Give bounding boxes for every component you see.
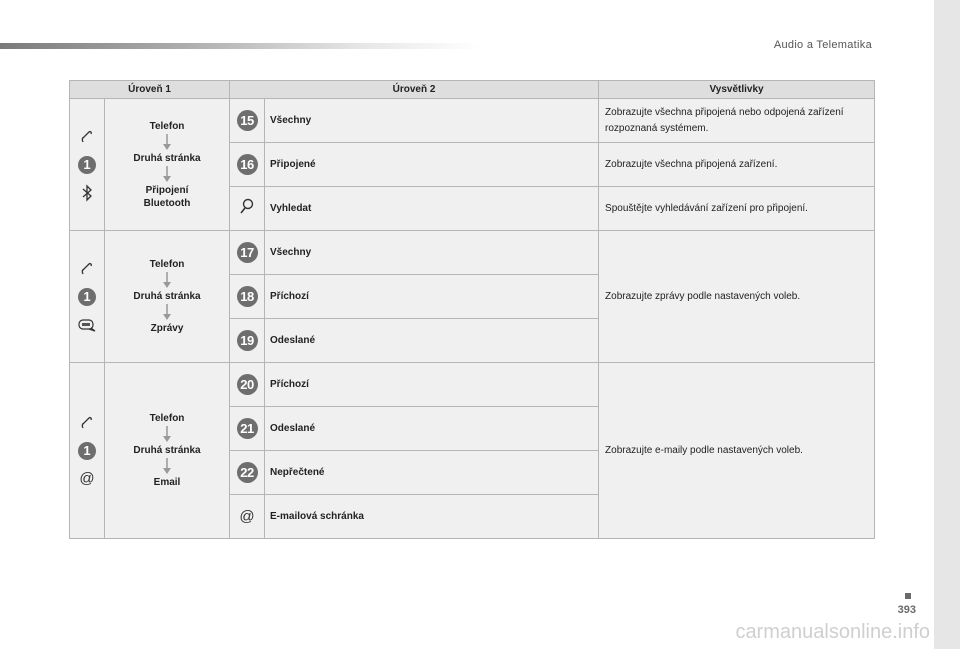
- level2-label: Nepřečtené: [265, 451, 599, 495]
- row-badge-cell: [230, 143, 265, 187]
- side-strip: [934, 0, 960, 649]
- menu-item-telefon: Telefon: [149, 413, 185, 424]
- arrow-down-icon: [162, 304, 172, 321]
- number-badge: 17: [237, 242, 258, 263]
- level1-icons-cell: [70, 363, 105, 539]
- page-number: 393: [897, 604, 916, 616]
- row-badge-cell: [230, 407, 265, 451]
- level2-label: E-mailová schránka: [265, 495, 599, 539]
- level2-label: Všechny: [265, 99, 599, 143]
- row-badge-cell: [230, 99, 265, 143]
- arrow-down-icon: [162, 166, 172, 183]
- menu-item-druha-stranka: Druhá stránka: [133, 291, 201, 302]
- table-row: [70, 231, 875, 275]
- page-marker: [905, 593, 911, 599]
- level2-label: Vyhledat: [265, 187, 599, 231]
- phone-icon: [74, 410, 100, 436]
- arrow-down-icon: [162, 458, 172, 475]
- level2-label: Příchozí: [265, 363, 599, 407]
- number-badge: 22: [237, 462, 258, 483]
- number-badge: 21: [237, 418, 258, 439]
- arrow-down-icon: [162, 134, 172, 151]
- level1-icons-cell: [70, 99, 105, 231]
- menu-item-email: Email: [153, 477, 181, 488]
- row-badge-cell: [230, 319, 265, 363]
- level2-label: Odeslané: [265, 407, 599, 451]
- row-badge-cell: [230, 363, 265, 407]
- menu-item-telefon: Telefon: [149, 259, 185, 270]
- header-explanations: Vysvětlivky: [599, 81, 875, 99]
- level1-badge: 1: [78, 156, 96, 174]
- arrow-down-icon: [162, 426, 172, 443]
- row-badge-cell: [230, 231, 265, 275]
- number-badge: 19: [237, 330, 258, 351]
- description: Spouštějte vyhledávání zařízení pro připojení.: [599, 187, 875, 231]
- header-level1: Úroveň 1: [70, 81, 230, 99]
- at-icon: [74, 466, 100, 492]
- level1-menu-cell: [105, 231, 230, 363]
- level2-label: Připojené: [265, 143, 599, 187]
- row-icon-cell: [230, 495, 265, 539]
- table-header-row: [70, 81, 875, 99]
- table-row: [70, 99, 875, 143]
- section-title: Audio a Telematika: [773, 39, 872, 51]
- description: Zobrazujte všechna připojená zařízení.: [599, 143, 875, 187]
- menu-item-bluetooth: Připojení Bluetooth: [143, 184, 191, 209]
- header-gradient-bar: [0, 43, 480, 49]
- arrow-down-icon: [162, 272, 172, 289]
- row-icon-cell: [230, 187, 265, 231]
- level1-menu-cell: [105, 363, 230, 539]
- watermark: carmanualsonline.info: [735, 621, 930, 643]
- table-row: [70, 363, 875, 407]
- number-badge: 15: [237, 110, 258, 131]
- level1-icons-cell: [70, 231, 105, 363]
- level2-label: Příchozí: [265, 275, 599, 319]
- search-icon: [239, 208, 255, 219]
- level1-badge: 1: [78, 442, 96, 460]
- menu-item-druha-stranka: Druhá stránka: [133, 152, 201, 164]
- number-badge: 18: [237, 286, 258, 307]
- menu-table: [69, 80, 875, 539]
- phone-icon: [74, 124, 100, 150]
- description: Zobrazujte zprávy podle nastavených voleb.: [599, 231, 875, 363]
- menu-item-telefon: Telefon: [149, 120, 185, 132]
- row-badge-cell: [230, 275, 265, 319]
- number-badge: 20: [237, 374, 258, 395]
- description: Zobrazujte e-maily podle nastavených voleb.: [599, 363, 875, 539]
- bluetooth-icon: [74, 180, 100, 206]
- level2-label: Odeslané: [265, 319, 599, 363]
- menu-item-zpravy: Zprávy: [150, 323, 184, 334]
- number-badge: 16: [237, 154, 258, 175]
- description: Zobrazujte všechna připojená nebo odpojená zařízení rozpoznaná systémem.: [599, 99, 875, 143]
- at-symbol: @: [79, 470, 95, 487]
- menu-item-druha-stranka: Druhá stránka: [133, 445, 201, 456]
- level1-menu-cell: [105, 99, 230, 231]
- level1-badge: 1: [78, 288, 96, 306]
- sms-icon: [74, 312, 100, 338]
- at-icon: @: [239, 508, 255, 525]
- phone-icon: [74, 256, 100, 282]
- header-level2: Úroveň 2: [230, 81, 599, 99]
- row-badge-cell: [230, 451, 265, 495]
- level2-label: Všechny: [265, 231, 599, 275]
